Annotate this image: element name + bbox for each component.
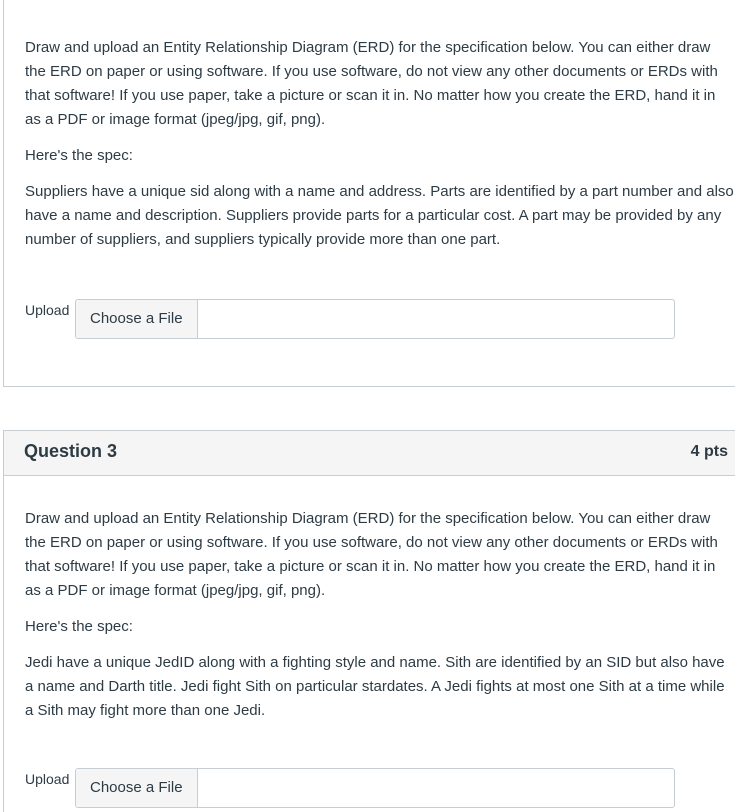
question-2-spec-label: Here's the spec: — [25, 147, 133, 164]
upload-label: Upload — [25, 771, 70, 787]
file-upload-field[interactable] — [75, 299, 675, 339]
question-3-spec-label: Here's the spec: — [25, 618, 133, 635]
question-3-body — [25, 507, 735, 723]
choose-file-button[interactable]: Choose a File — [76, 769, 198, 807]
question-3-header — [4, 431, 735, 476]
question-2-intro: Draw and upload an Entity Relationship Diagram (ERD) for the specification below. You can either draw the ERD on paper or using software. If you use software, do not view any other documents or ERDs with that software! If you use paper, take a picture or scan it in. No matter how you create the ERD, hand it in as a PDF or image format (jpeg/jpg, gif, png). — [25, 39, 718, 128]
question-3-spec: Jedi have a unique JedID along with a fighting style and name. Sith are identified by an SID but also have a name and Darth title. Jedi fight Sith on particular stardates. A Jedi fights at most one Sith at a time while a Sith may fight more than one Jedi. — [25, 654, 725, 719]
file-upload-field[interactable] — [75, 768, 675, 808]
upload-label: Upload — [25, 302, 70, 318]
question-2-body — [25, 36, 735, 252]
question-card-2 — [3, 0, 735, 387]
question-points: 4 pts — [690, 443, 728, 460]
question-2-spec: Suppliers have a unique sid along with a name and address. Parts are identified by a part number and also have a name and description. Suppliers provide parts for a particular cost. A part may be provided by any number of suppliers, and suppliers typically provide more than one part. — [25, 183, 734, 248]
question-3-intro: Draw and upload an Entity Relationship Diagram (ERD) for the specification below. You can either draw the ERD on paper or using software. If you use software, do not view any other documents or ERDs with that software! If you use paper, take a picture or scan it in. No matter how you create the ERD, hand it in as a PDF or image format (jpeg/jpg, gif, png). — [25, 510, 718, 599]
question-title: Question 3 — [24, 441, 118, 461]
choose-file-button[interactable]: Choose a File — [76, 300, 198, 338]
question-card-3 — [3, 430, 735, 812]
